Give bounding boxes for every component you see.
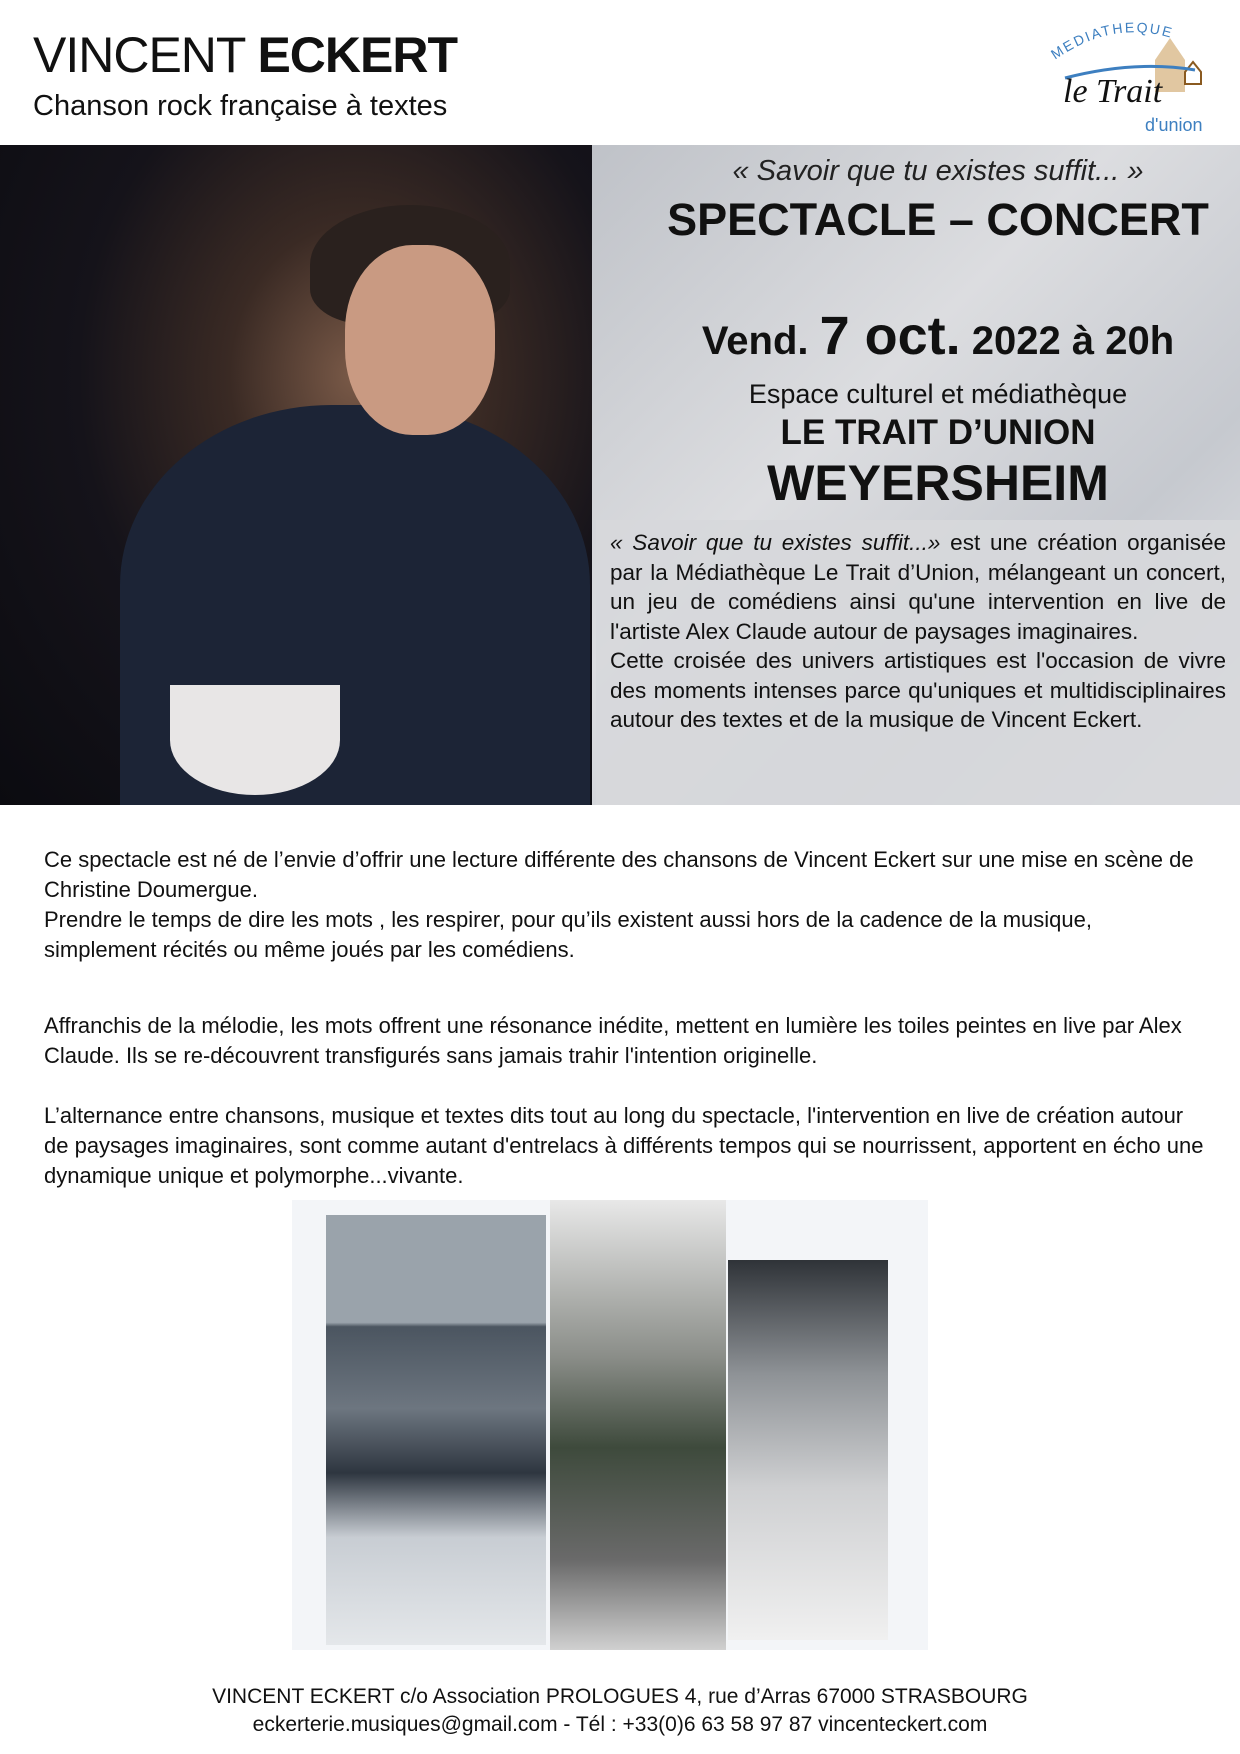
artist-genre: Chanson rock française à textes [33,90,448,122]
body-paragraph: Affranchis de la mélodie, les mots offrent une résonance inédite, mettent en lumière les toiles peintes en live par Alex Claude. Ils se re-découvrent transfigurés sans jamais trahir l'intention originelle. [44,1013,1182,1068]
body-paragraph: Prendre le temps de dire les mots , les respirer, pour qu’ils existent aussi hors de la cadence de la musique, simplement récités ou même joués par les comédiens. [44,907,1092,962]
footer-address: VINCENT ECKERT c/o Association PROLOGUES 4, rue d’Arras 67000 STRASBOURG [212,1685,1028,1708]
venue-type: Espace culturel et médiathèque [748,379,1128,409]
description-box [596,520,1240,805]
date-time: 2022 à 20h [960,319,1175,363]
svg-text:d'union: d'union [1145,115,1203,135]
svg-text:le Trait: le Trait [1063,73,1163,110]
venue-name: LE TRAIT D’UNION [780,413,1096,452]
sea-painting [326,1215,546,1645]
event-panel [592,145,1240,805]
body-paragraph: Ce spectacle est né de l’envie d’offrir une lecture différente des chansons de Vincent Eckert sur une mise en scène de Christine Doumergue. [44,847,1194,902]
venue-city: WEYERSHEIM [767,455,1109,511]
svg-text:MEDIATHEQUE: MEDIATHEQUE [1047,20,1176,63]
building-painting [728,1260,888,1640]
painting-collage-image [292,1200,928,1650]
date-main: 7 oct. [819,306,961,366]
description-p1-text: est une création organisée par la Médiathèque Le Trait d’Union, mélangeant un concert, un jeu de comédiens ainsi qu'une intervention en live de l'artiste Alex Claude autour de paysages imaginaires. [610,530,1226,644]
body-text [44,845,1204,1221]
artist-photo [0,145,592,805]
title-bold: ECKERT [257,27,458,83]
event-date [658,305,1218,372]
title-light: VINCENT [33,27,258,83]
show-type: SPECTACLE – CONCERT [667,194,1209,245]
description-quote: « Savoir que tu existes suffit...» [610,530,941,555]
street-painting [550,1200,726,1650]
body-paragraph: L’alternance entre chansons, musique et textes dits tout au long du spectacle, l'intervention en live de création autour de paysages imaginaires, sont comme autant d'entrelacs à différents tempos qui se nourrissent, apportent en écho une dynamique unique et polymorphe...vivante. [44,1103,1204,1188]
mediatheque-logo [1035,20,1225,135]
footer-contact: eckerterie.musiques@gmail.com - Tél : +33(0)6 63 58 97 87 vincenteckert.com [252,1713,988,1736]
show-title: « Savoir que tu existes suffit... » [732,155,1144,187]
description-p2: Cette croisée des univers artistiques est l'occasion de vivre des moments intenses parce qu'uniques et multidisciplinaires autour des textes et de la musique de Vincent Eckert. [610,648,1226,732]
contact-footer [0,1683,1240,1739]
description-p1 [610,528,1226,646]
artist-name [33,27,458,83]
date-day: Vend. [701,319,820,363]
